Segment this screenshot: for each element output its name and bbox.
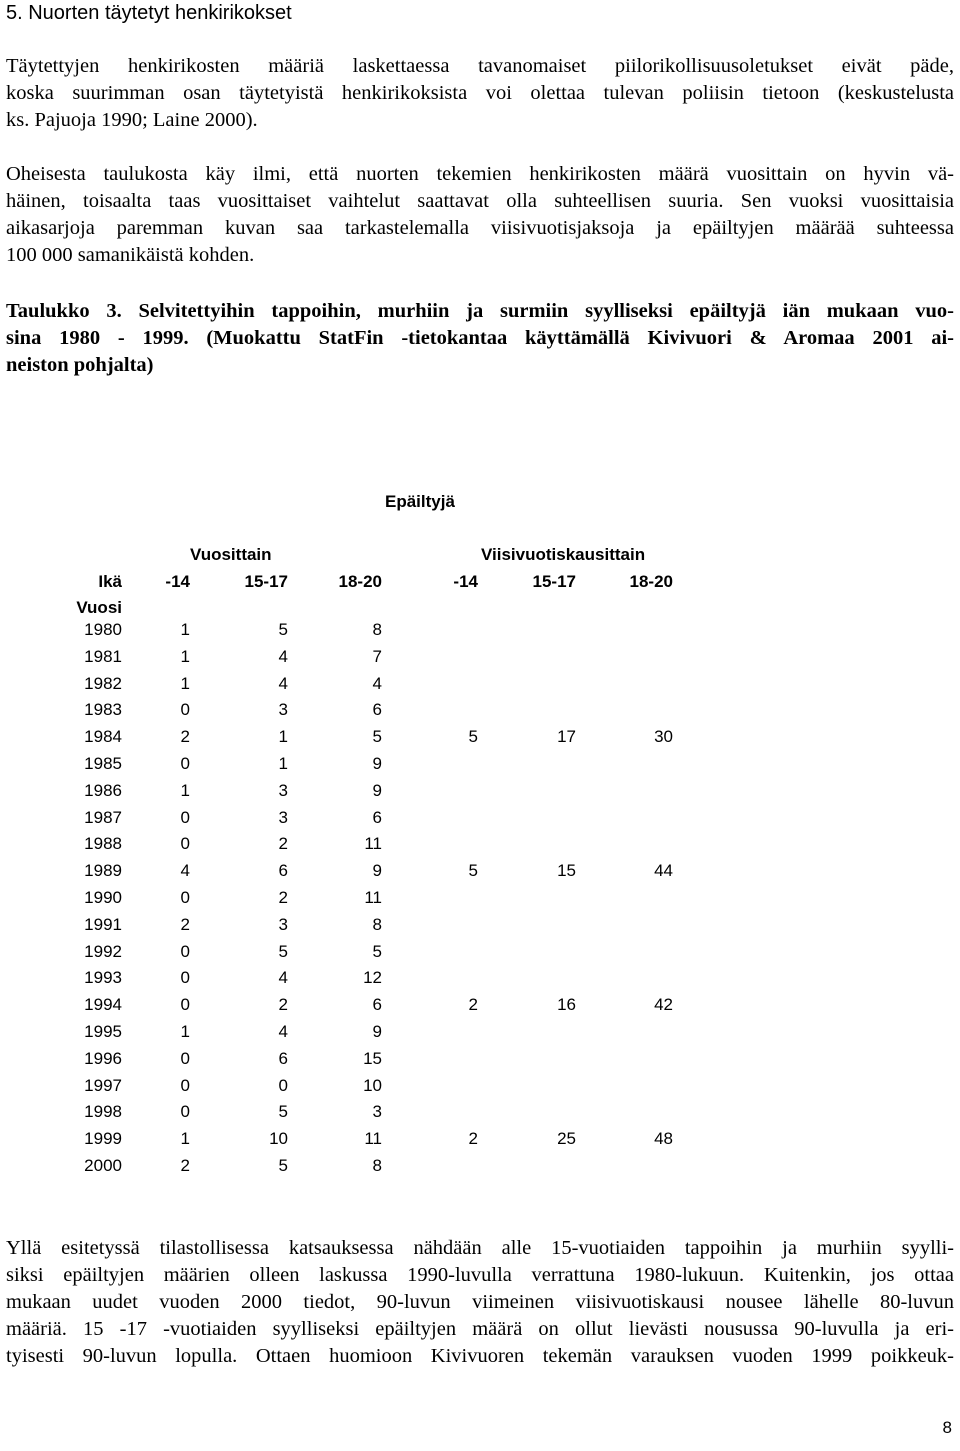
yearly-value-cell: 9 [372, 1022, 382, 1041]
age-column-header: -14 [165, 572, 190, 591]
year-cell: 1986 [84, 780, 122, 800]
yearly-value-cell: 10 [363, 1075, 382, 1095]
yearly-value-cell: 0 [180, 888, 190, 907]
paragraph-line: aikasarjoja paremman kuvan saa tarkastelemalla viisivuotisjaksoja ja epäiltyjen määrää suhteessa [6, 217, 954, 239]
yearly-value-cell: 6 [278, 861, 288, 881]
caption-line: neiston pohjalta) [6, 354, 154, 376]
yearly-value-cell: 1 [180, 1022, 190, 1041]
yearly-value-cell: 4 [278, 1022, 288, 1041]
yearly-value-cell: 0 [180, 995, 190, 1015]
year-cell: 1996 [84, 1048, 122, 1068]
yearly-value-cell: 0 [180, 968, 190, 988]
year-label: Vuosi [76, 598, 122, 617]
yearly-value-cell: 6 [372, 995, 382, 1015]
year-cell: 1993 [84, 968, 122, 988]
five-year-value-cell: 16 [557, 995, 576, 1015]
five-year-value-cell: 2 [468, 1129, 478, 1149]
year-cell: 1994 [84, 995, 122, 1015]
yearly-value-cell: 3 [278, 914, 288, 934]
yearly-value-cell: 11 [364, 888, 382, 907]
five-year-value-cell: 5 [468, 861, 478, 881]
year-cell: 1990 [84, 888, 122, 907]
yearly-value-cell: 4 [278, 673, 288, 693]
five-year-value-cell: 25 [557, 1129, 576, 1149]
age-column-header: 15-17 [532, 572, 576, 591]
yearly-value-cell: 8 [372, 1156, 382, 1175]
yearly-value-cell: 3 [372, 1102, 382, 1122]
yearly-value-cell: 1 [278, 754, 288, 773]
table-caption [6, 298, 954, 379]
yearly-value-cell: 15 [363, 1048, 382, 1068]
paragraph-conclusion [6, 1235, 954, 1370]
yearly-value-cell: 5 [278, 620, 288, 639]
paragraph-line: mukaan uudet vuoden 2000 tiedot, 90-luvun viimeinen viisivuotiskausi nousee lähelle 80-luvun [6, 1291, 954, 1313]
yearly-value-cell: 0 [180, 754, 190, 773]
year-cell: 1991 [84, 914, 122, 934]
five-year-value-cell: 5 [468, 727, 478, 747]
year-cell: 1984 [84, 727, 122, 747]
yearly-value-cell: 1 [278, 727, 288, 747]
yearly-value-cell: 5 [278, 941, 288, 961]
yearly-value-cell: 1 [180, 780, 190, 800]
yearly-value-cell: 11 [364, 834, 382, 854]
page-number: 8 [942, 1418, 952, 1437]
yearly-value-cell: 11 [364, 1129, 382, 1149]
year-cell: 1998 [84, 1102, 122, 1122]
yearly-value-cell: 2 [278, 888, 288, 907]
five-year-value-cell: 44 [654, 861, 673, 881]
age-column-header: 15-17 [244, 572, 288, 591]
paragraph-line: määriä. 15 -17 -vuotiaiden syylliseksi epäiltyjen määrä on ollut lievästi nousussa 90-luvulla ja eri- [6, 1318, 954, 1340]
yearly-value-cell: 7 [372, 646, 382, 666]
yearly-value-cell: 0 [180, 941, 190, 961]
yearly-value-cell: 12 [363, 968, 382, 988]
yearly-value-cell: 1 [180, 620, 190, 639]
yearly-value-cell: 5 [372, 941, 382, 961]
yearly-value-cell: 2 [180, 914, 190, 934]
year-cell: 1980 [84, 620, 122, 639]
age-label: Ikä [98, 572, 122, 591]
yearly-value-cell: 2 [180, 1156, 190, 1175]
paragraph-line: siksi epäiltyjen määrien olleen laskussa 1990-luvulla verrattuna 1980-lukuun. Kuitenkin, jos ottaa [6, 1264, 954, 1286]
yearly-value-cell: 1 [180, 1129, 190, 1149]
yearly-value-cell: 0 [180, 1048, 190, 1068]
yearly-value-cell: 0 [180, 1102, 190, 1122]
yearly-value-cell: 9 [372, 754, 382, 773]
paragraph-line: Oheisesta taulukosta käy ilmi, että nuorten tekemien henkirikosten määrä vuosittain on hyvin vä- [6, 163, 954, 185]
year-cell: 1997 [84, 1075, 122, 1095]
yearly-value-cell: 5 [278, 1102, 288, 1122]
five-year-value-cell: 2 [468, 995, 478, 1015]
yearly-value-cell: 0 [180, 1075, 190, 1095]
paragraph-line: tyisesti 90-luvun lopulla. Ottaen huomioon Kivivuoren tekemän varauksen vuoden 1999 poikkeuk- [6, 1345, 954, 1367]
yearly-value-cell: 5 [278, 1156, 288, 1175]
yearly-value-cell: 3 [278, 700, 288, 720]
section-heading: 5. Nuorten täytetyt henkirikokset [6, 2, 292, 24]
five-year-value-cell: 48 [654, 1129, 673, 1149]
paragraph-line: häinen, toisaalta taas vuosittaiset vaihtelut saattavat olla suhteellisen suuria. Sen vuoksi vuosittaisia [6, 190, 954, 212]
year-cell: 2000 [84, 1156, 122, 1175]
yearly-value-cell: 8 [372, 620, 382, 639]
yearly-value-cell: 1 [180, 673, 190, 693]
yearly-value-cell: 2 [180, 727, 190, 747]
yearly-value-cell: 2 [278, 995, 288, 1015]
five-year-value-cell: 30 [654, 727, 673, 747]
yearly-value-cell: 2 [278, 834, 288, 854]
yearly-value-cell: 10 [269, 1129, 288, 1149]
year-cell: 1983 [84, 700, 122, 720]
yearly-value-cell: 0 [180, 700, 190, 720]
yearly-value-cell: 4 [372, 673, 382, 693]
year-cell: 1999 [84, 1129, 122, 1149]
yearly-value-cell: 6 [278, 1048, 288, 1068]
yearly-value-cell: 3 [278, 780, 288, 800]
year-cell: 1981 [84, 646, 122, 666]
year-cell: 1988 [84, 834, 122, 854]
table-title: Epäiltyjä [385, 492, 455, 511]
paragraph-table-intro [6, 161, 954, 269]
yearly-value-cell: 0 [180, 834, 190, 854]
age-column-header: -14 [453, 572, 478, 591]
five-year-value-cell: 15 [557, 861, 576, 881]
yearly-value-cell: 4 [278, 646, 288, 666]
yearly-value-cell: 6 [372, 807, 382, 827]
paragraph-line: koska suurimman osan täytetyistä henkirikoksista voi olettaa tulevan poliisin tietoon (keskustelusta [6, 82, 954, 104]
caption-line: sina 1980 - 1999. (Muokattu StatFin -tietokantaa käyttämällä Kivivuori & Aromaa 2001 ai- [6, 327, 954, 349]
five-year-value-cell: 17 [557, 727, 576, 747]
age-column-header: 18-20 [338, 572, 382, 591]
year-cell: 1989 [84, 861, 122, 881]
yearly-value-cell: 8 [372, 914, 382, 934]
yearly-value-cell: 5 [372, 727, 382, 747]
yearly-value-cell: 4 [180, 861, 190, 881]
paragraph-line: 100 000 samanikäistä kohden. [6, 244, 255, 266]
yearly-value-cell: 4 [278, 968, 288, 988]
paragraph-line: Täytettyjen henkirikosten määriä laskettaessa tavanomaiset piilorikollisuusoletukset eivät päde, [6, 55, 954, 77]
group-header-five-year: Viisivuotiskausittain [481, 545, 646, 564]
yearly-value-cell: 3 [278, 807, 288, 827]
yearly-value-cell: 6 [372, 700, 382, 720]
paragraph-line: Yllä esitetyssä tilastollisessa katsauksessa nähdään alle 15-vuotiaiden tappoihin ja murhiin syylli- [6, 1237, 954, 1259]
caption-line: Taulukko 3. Selvitettyihin tappoihin, murhiin ja surmiin syylliseksi epäiltyjä iän mukaan vuo- [6, 300, 954, 322]
paragraph-intro [6, 53, 954, 134]
year-cell: 1985 [84, 754, 122, 773]
paragraph-line: ks. Pajuoja 1990; Laine 2000). [6, 109, 258, 131]
five-year-value-cell: 42 [654, 995, 673, 1015]
year-cell: 1992 [84, 941, 122, 961]
yearly-value-cell: 1 [180, 646, 190, 666]
yearly-value-cell: 0 [278, 1075, 288, 1095]
yearly-value-cell: 0 [180, 807, 190, 827]
yearly-value-cell: 9 [372, 780, 382, 800]
yearly-value-cell: 9 [372, 861, 382, 881]
year-cell: 1995 [84, 1022, 122, 1041]
group-header-yearly: Vuosittain [190, 545, 272, 564]
age-column-header: 18-20 [629, 572, 673, 591]
year-cell: 1982 [84, 673, 122, 693]
year-cell: 1987 [84, 807, 122, 827]
